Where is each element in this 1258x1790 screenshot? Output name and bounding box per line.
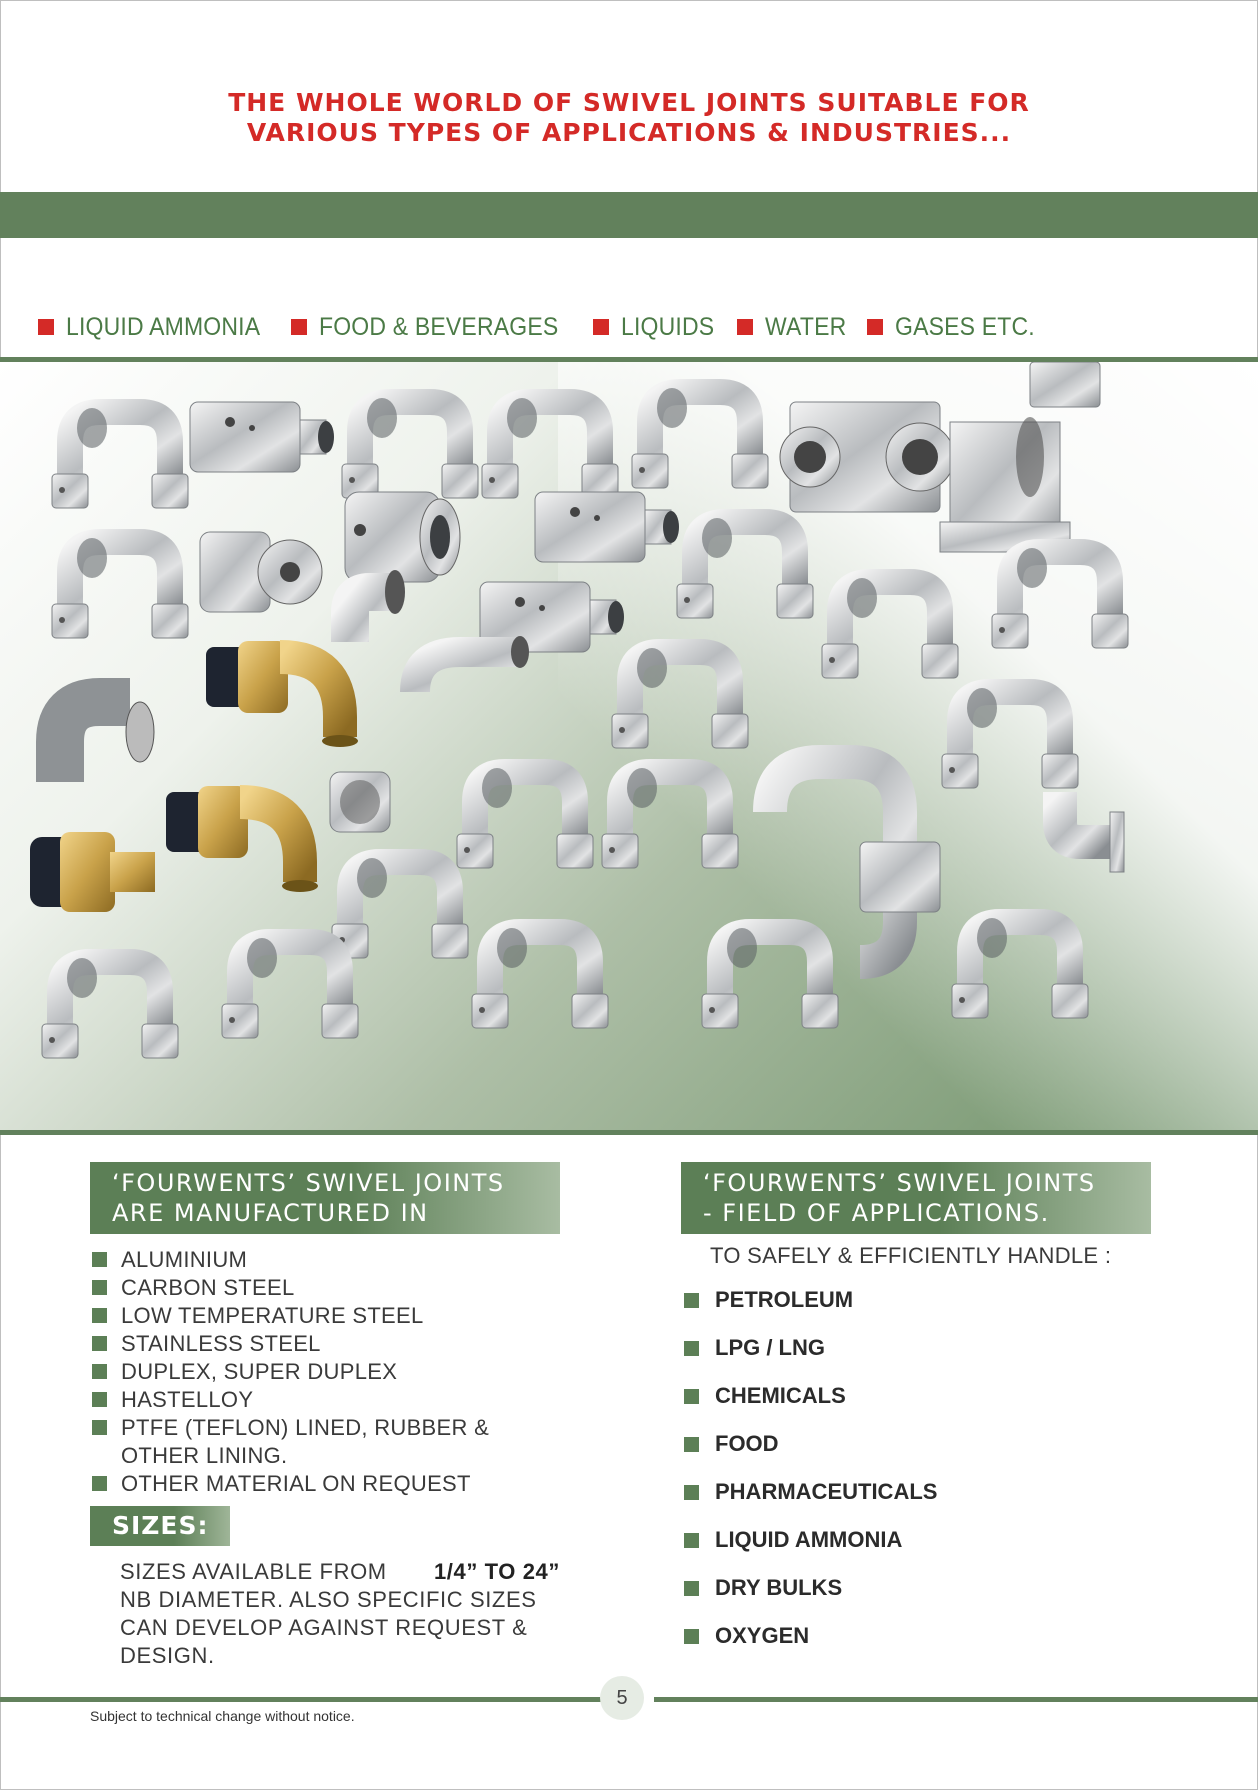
page-number: 5 xyxy=(600,1676,644,1720)
sizes-header: SIZES: xyxy=(90,1506,230,1546)
red-square-bullet-icon xyxy=(737,319,753,335)
list-item: LPG / LNG xyxy=(684,1324,937,1372)
headline-line-2: VARIOUS TYPES OF APPLICATIONS & INDUSTRIES... xyxy=(246,118,1012,147)
green-square-bullet-icon xyxy=(92,1280,107,1295)
list-item: ALUMINIUM xyxy=(92,1246,572,1274)
size-range: 1/4” TO 24” xyxy=(433,1559,560,1584)
list-item: PETROLEUM xyxy=(684,1276,937,1324)
headline-line-1: THE WHOLE WORLD OF SWIVEL JOINTS SUITABLE FOR xyxy=(228,88,1030,117)
footer-divider xyxy=(654,1697,1258,1702)
brass-swivel-joint-photo xyxy=(166,786,318,892)
header-green-band xyxy=(0,192,1258,238)
swivel-joint-photo xyxy=(822,578,958,678)
brass-nipple-joint-photo xyxy=(30,832,155,912)
green-square-bullet-icon xyxy=(92,1420,107,1435)
list-item: CHEMICALS xyxy=(684,1372,937,1420)
red-square-bullet-icon xyxy=(291,319,307,335)
green-square-bullet-icon xyxy=(684,1485,699,1500)
swivel-joint-photo xyxy=(677,518,813,618)
swivel-joint-photo xyxy=(942,688,1078,788)
green-square-bullet-icon xyxy=(684,1629,699,1644)
materials-header-line-2: ARE MANUFACTURED IN xyxy=(112,1199,429,1227)
swivel-joint-photo xyxy=(472,928,608,1028)
list-item: PHARMACEUTICALS xyxy=(684,1468,937,1516)
swivel-joint-photo xyxy=(342,398,478,498)
list-item xyxy=(92,1414,572,1470)
industries-row xyxy=(38,312,1061,342)
green-square-bullet-icon xyxy=(684,1533,699,1548)
industry-item xyxy=(867,313,1047,342)
brass-swivel-joint-photo xyxy=(206,641,358,747)
red-square-bullet-icon xyxy=(867,319,883,335)
materials-list xyxy=(92,1246,572,1498)
list-item: CARBON STEEL xyxy=(92,1274,572,1302)
product-photo-panel xyxy=(0,357,1258,1135)
industry-item xyxy=(593,313,722,342)
swivel-joint-photo xyxy=(992,548,1128,648)
swivel-joint-photo xyxy=(482,398,618,498)
elbow-photo xyxy=(330,772,390,832)
flanged-body-photo xyxy=(780,402,954,512)
applications-header-line-2: - FIELD OF APPLICATIONS. xyxy=(703,1199,1050,1227)
rotary-joint-photo xyxy=(190,402,334,472)
elbow-photo xyxy=(350,570,405,642)
red-square-bullet-icon xyxy=(38,319,54,335)
red-square-bullet-icon xyxy=(593,319,609,335)
green-square-bullet-icon xyxy=(684,1389,699,1404)
list-item: HASTELLOY xyxy=(92,1386,572,1414)
green-square-bullet-icon xyxy=(92,1308,107,1323)
swivel-joint-photo xyxy=(457,768,593,868)
green-square-bullet-icon xyxy=(684,1341,699,1356)
green-square-bullet-icon xyxy=(92,1392,107,1407)
page-headline xyxy=(0,88,1258,148)
industry-item xyxy=(291,313,579,342)
swivel-joint-photo xyxy=(42,958,178,1058)
materials-header xyxy=(90,1162,560,1234)
base-mounted-joint-photo xyxy=(940,362,1100,552)
industry-item xyxy=(38,313,277,342)
industry-label: FOOD & BEVERAGES xyxy=(319,312,559,341)
list-item: DUPLEX, SUPER DUPLEX xyxy=(92,1358,572,1386)
straight-joint-photo xyxy=(345,492,460,582)
swivel-joint-photo xyxy=(332,858,468,958)
swivel-joint-photo xyxy=(52,538,188,638)
swivel-joint-photo xyxy=(952,918,1088,1018)
rotary-joint-photo xyxy=(535,492,679,562)
list-item: FOOD xyxy=(684,1420,937,1468)
industry-label: LIQUID AMMONIA xyxy=(66,312,261,341)
applications-list xyxy=(684,1276,937,1660)
footer-disclaimer: Subject to technical change without notice. xyxy=(90,1708,355,1724)
swivel-joint-photo xyxy=(222,938,358,1038)
list-item-line: PTFE (TEFLON) LINED, RUBBER & xyxy=(121,1415,490,1440)
swivel-joint-photo xyxy=(612,648,748,748)
industry-label: LIQUIDS xyxy=(621,312,715,341)
industry-label: WATER xyxy=(764,312,847,341)
grey-elbow-photo xyxy=(60,702,154,782)
applications-header xyxy=(681,1162,1151,1234)
flanged-joint-photo xyxy=(200,532,322,612)
footer-divider xyxy=(0,1697,604,1702)
green-square-bullet-icon xyxy=(684,1581,699,1596)
applications-intro: TO SAFELY & EFFICIENTLY HANDLE : xyxy=(710,1243,1112,1268)
industry-label: GASES ETC. xyxy=(895,312,1036,341)
swivel-joint-photo xyxy=(52,408,188,508)
green-square-bullet-icon xyxy=(92,1476,107,1491)
swivel-joint-photo xyxy=(632,388,768,488)
sizes-description: SIZES AVAILABLE FROM 1/4” TO 24” NB DIAMETER. ALSO SPECIFIC SIZES CAN DEVELOP AGAINST REQUEST & DESIGN. xyxy=(120,1559,560,1668)
green-square-bullet-icon xyxy=(92,1336,107,1351)
list-item: DRY BULKS xyxy=(684,1564,937,1612)
flanged-elbow-photo xyxy=(1060,792,1124,872)
list-item: LIQUID AMMONIA xyxy=(684,1516,937,1564)
swivel-joint-photo xyxy=(702,928,838,1028)
list-item: OXYGEN xyxy=(684,1612,937,1660)
green-square-bullet-icon xyxy=(684,1437,699,1452)
materials-header-line-1: ‘FOURWENTS’ SWIVEL JOINTS xyxy=(112,1169,505,1197)
list-item: OTHER MATERIAL ON REQUEST xyxy=(92,1470,572,1498)
elbow-photo xyxy=(415,636,529,692)
swivel-joints-illustration xyxy=(0,362,1258,1135)
green-square-bullet-icon xyxy=(684,1293,699,1308)
list-item: STAINLESS STEEL xyxy=(92,1330,572,1358)
list-item-line: OTHER LINING. xyxy=(121,1443,288,1468)
applications-header-line-1: ‘FOURWENTS’ SWIVEL JOINTS xyxy=(703,1169,1096,1197)
swivel-joint-photo xyxy=(602,768,738,868)
green-square-bullet-icon xyxy=(92,1364,107,1379)
green-square-bullet-icon xyxy=(92,1252,107,1267)
list-item: LOW TEMPERATURE STEEL xyxy=(92,1302,572,1330)
industry-item xyxy=(737,313,854,342)
